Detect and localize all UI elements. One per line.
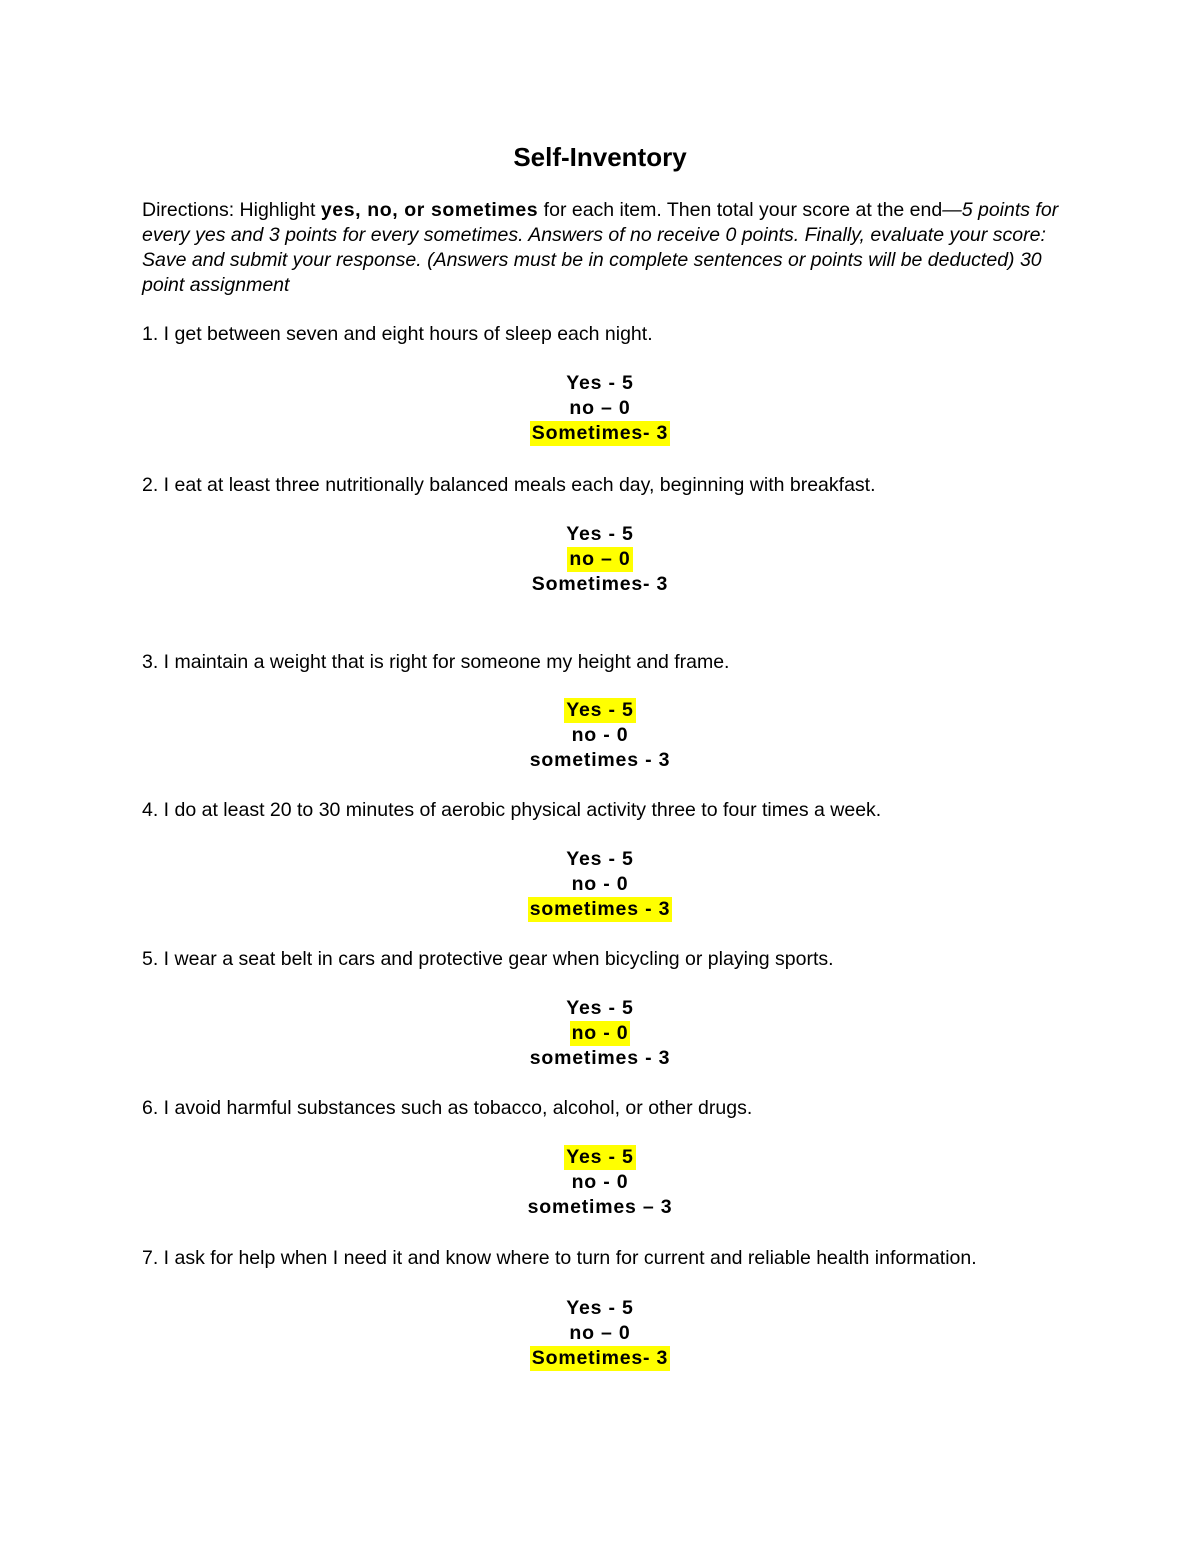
answer-option[interactable]: Yes - 5	[566, 997, 634, 1019]
directions-paragraph	[142, 198, 1072, 298]
answer-option-highlighted[interactable]: Yes - 5	[566, 699, 634, 721]
answer-option[interactable]: Yes - 5	[566, 1297, 634, 1319]
question-text: 3. I maintain a weight that is right for someone my height and frame.	[142, 651, 730, 673]
answer-option[interactable]: sometimes - 3	[529, 749, 671, 771]
answer-option-highlighted[interactable]: no – 0	[569, 548, 631, 570]
question-text: 6. I avoid harmful substances such as tobacco, alcohol, or other drugs.	[142, 1097, 753, 1119]
answer-option-highlighted[interactable]: Sometimes- 3	[531, 1347, 669, 1369]
directions-bold-choices: yes, no, or sometimes	[320, 199, 539, 221]
answer-option[interactable]: no – 0	[569, 1322, 631, 1344]
page-title: Self-Inventory	[513, 142, 687, 172]
answer-option[interactable]: no - 0	[571, 1171, 629, 1193]
answer-options	[0, 522, 1200, 597]
answer-options	[0, 698, 1200, 773]
answer-options	[0, 1145, 1200, 1220]
answer-option[interactable]: Yes - 5	[566, 848, 634, 870]
question-text: 2. I eat at least three nutritionally balanced meals each day, beginning with breakfast.	[142, 474, 876, 496]
answer-option[interactable]: no – 0	[569, 397, 631, 419]
answer-option[interactable]: no - 0	[571, 873, 629, 895]
directions-middle: for each item. Then total your score at the end	[538, 199, 943, 221]
answer-options	[0, 847, 1200, 922]
question-text: 7. I ask for help when I need it and know where to turn for current and reliable health information.	[142, 1247, 977, 1269]
answer-option[interactable]: Sometimes- 3	[531, 573, 669, 595]
answer-option[interactable]: Yes - 5	[566, 523, 634, 545]
directions-prefix: Directions: Highlight	[142, 199, 321, 221]
directions-italic-scoring: —5 points for every yes and 3 points for every sometimes. Answers of no receive 0 points. Finally, evaluate your score: Save and submit your response. (Answers must be in complete sentences or points will be deducted) 30 point assignment	[142, 199, 1059, 296]
answer-option-highlighted[interactable]: Sometimes- 3	[531, 422, 669, 444]
question-text: 4. I do at least 20 to 30 minutes of aerobic physical activity three to four times a week.	[142, 799, 882, 821]
question-text: 5. I wear a seat belt in cars and protective gear when bicycling or playing sports.	[142, 948, 834, 970]
answer-options	[0, 1296, 1200, 1371]
answer-options	[0, 996, 1200, 1071]
answer-option[interactable]: Yes - 5	[566, 372, 634, 394]
answer-option-highlighted[interactable]: sometimes - 3	[529, 898, 671, 920]
answer-option-highlighted[interactable]: no - 0	[571, 1022, 629, 1044]
answer-option[interactable]: no - 0	[571, 724, 629, 746]
answer-option-highlighted[interactable]: Yes - 5	[566, 1146, 634, 1168]
answer-option[interactable]: sometimes – 3	[527, 1196, 673, 1218]
answer-option[interactable]: sometimes - 3	[529, 1047, 671, 1069]
answer-options	[0, 371, 1200, 446]
question-text: 1. I get between seven and eight hours of sleep each night.	[142, 323, 653, 345]
